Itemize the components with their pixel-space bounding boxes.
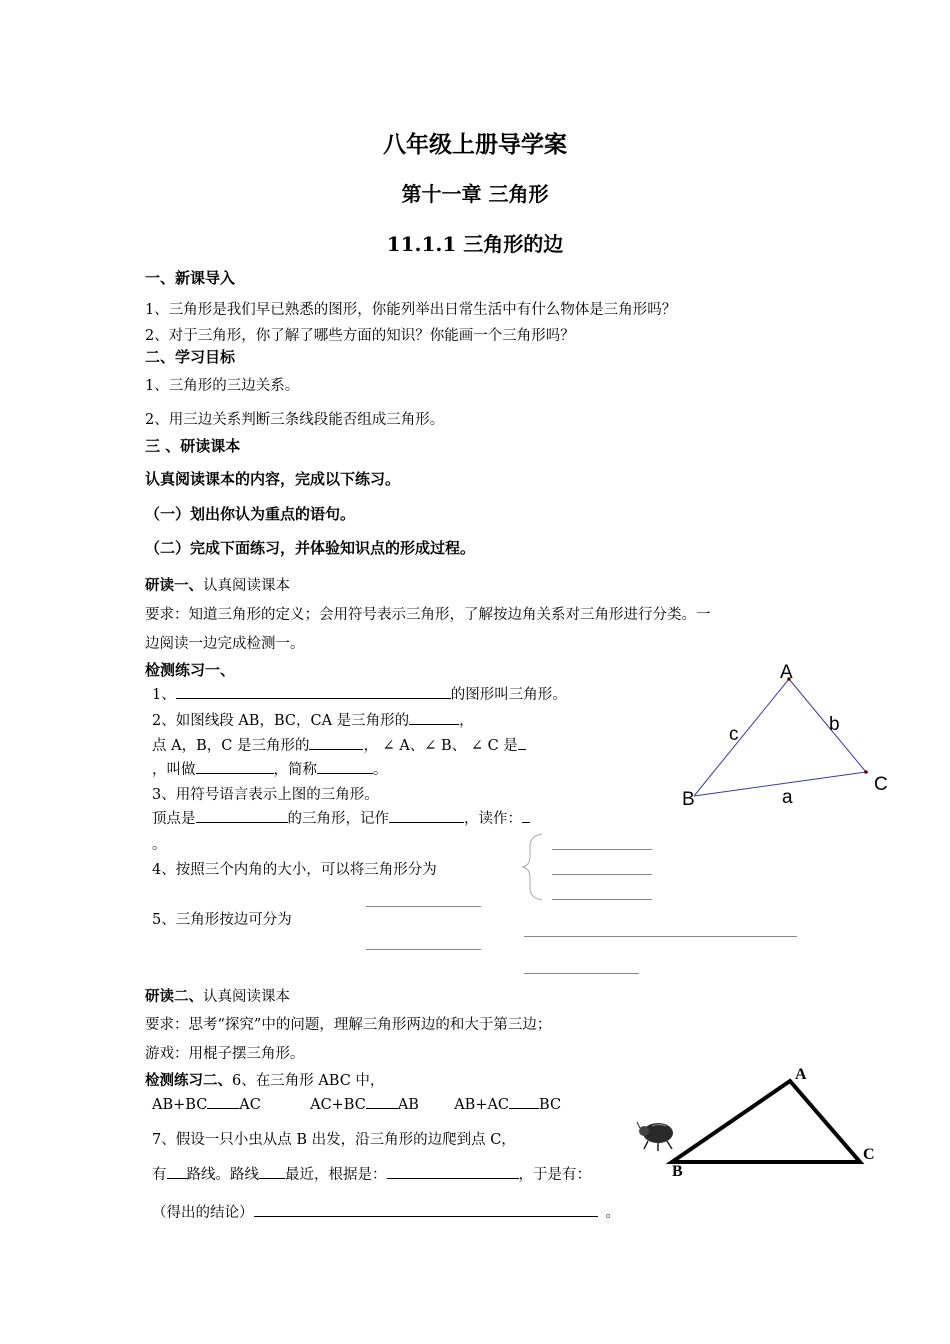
side-class-blank-2[interactable] — [366, 949, 481, 950]
side-class-blank-1[interactable] — [366, 906, 481, 907]
triangle-abc-outline — [672, 1081, 860, 1162]
side-b — [789, 679, 866, 772]
blank-definition[interactable] — [176, 684, 451, 699]
item1-prefix: 1、 — [152, 687, 176, 703]
q7c-2: 。 — [605, 1205, 620, 1221]
fig2-label-c: C — [863, 1146, 875, 1163]
part1-question-1: 1、三角形是我们早已熟悉的图形，你能列举出日常生活中有什么物体是三角形吗？ — [145, 302, 677, 318]
blank-vertex-list[interactable] — [196, 808, 288, 823]
blank-route-count[interactable] — [167, 1164, 187, 1179]
item3b-1: 顶点是 — [152, 811, 196, 827]
cmp3-left: AB+AC — [454, 1097, 510, 1113]
item2a-end: ， — [459, 713, 474, 729]
side-c — [694, 679, 789, 796]
check1-item-4: 4、按照三个内角的大小，可以将三角形分为 — [152, 862, 437, 878]
blank-cmp2[interactable] — [366, 1094, 398, 1109]
blank-vertices[interactable] — [309, 735, 363, 750]
cmp3-right: BC — [539, 1097, 562, 1113]
check1-item-3b — [152, 807, 530, 828]
blank-notation[interactable] — [389, 808, 464, 823]
blank-cmp1[interactable] — [207, 1094, 239, 1109]
item2b-text: 点 A，B，C 是三角形的 — [152, 738, 310, 754]
q7b-2: 路线。路线 — [186, 1167, 259, 1183]
check1-item-3: 3、用符号语言表示上图的三角形。 — [152, 787, 379, 803]
cmp2-left: AC+BC — [310, 1097, 366, 1113]
angle-class-blank-2[interactable] — [552, 874, 652, 875]
fig1-label-b-vertex: B — [682, 789, 695, 810]
side-class-blank-3[interactable] — [524, 936, 797, 937]
fig1-label-side-b: b — [829, 714, 840, 735]
fig1-label-side-c: c — [729, 724, 739, 745]
chapter-title: 第十一章 三角形 — [401, 182, 549, 206]
blank-angles[interactable] — [518, 735, 526, 750]
item3b-2: 的三角形，记作 — [287, 811, 389, 827]
part1-question-2: 2、对于三角形，你了解了哪些方面的知识？你能画一个三角形吗？ — [145, 328, 575, 344]
cmp2-right: AB — [397, 1097, 419, 1113]
study1-requirement-2: 边阅读一边完成检测一。 — [145, 636, 305, 652]
item2a-text: 2、如图线段 AB，BC，CA 是三角形的 — [152, 713, 410, 729]
check1-heading: 检测练习一、 — [145, 661, 236, 679]
q7c-1: （得出的结论） — [152, 1205, 254, 1221]
fig1-label-a-vertex: A — [780, 662, 793, 683]
item1-suffix: 的图形叫三角形。 — [450, 687, 567, 703]
blank-reason[interactable] — [387, 1164, 519, 1179]
q7b-4: ，于是有： — [518, 1167, 591, 1183]
cmp1-left: AB+BC — [152, 1097, 208, 1113]
item2c-end: 。 — [373, 762, 388, 778]
study1-line — [145, 574, 290, 595]
check2-comparisons — [152, 1094, 561, 1113]
study2-game: 游戏：用棍子摆三角形。 — [145, 1046, 305, 1062]
study1-text: 认真阅读课本 — [203, 578, 290, 594]
angle-classification-brace — [520, 832, 560, 902]
check2-q7-line2 — [152, 1163, 591, 1184]
study2-requirement: 要求：思考“探究”中的问题，理解三角形两边的和大于第三边； — [145, 1017, 552, 1033]
side-a — [694, 772, 866, 796]
study2-text: 认真阅读课本 — [203, 989, 290, 1005]
q7b-3: 最近，根据是： — [285, 1167, 387, 1183]
study2-line — [145, 985, 290, 1006]
blank-read-as[interactable] — [522, 808, 530, 823]
item2c-mid: ，简称 — [273, 762, 317, 778]
side-class-blank-4[interactable] — [524, 973, 639, 974]
part3-heading: 三 、研读课本 — [145, 437, 241, 455]
goal-1: 1、三角形的三边关系。 — [145, 378, 300, 394]
check2-q7: 7、假设一只小虫从点 B 出发，沿三角形的边爬到点 C， — [152, 1132, 516, 1148]
part3-intro: 认真阅读课本的内容，完成以下练习。 — [145, 470, 401, 488]
blank-conclusion[interactable] — [254, 1202, 598, 1217]
check1-item-5: 5、三角形按边可分为 — [152, 912, 292, 928]
triangle-figure-2 — [660, 1070, 890, 1180]
page-title: 八年级上册导学案 — [383, 131, 567, 158]
item2b-mid: ， ∠ A、∠ B、 ∠ C 是 — [363, 738, 518, 754]
section-title: 11.1.1 三角形的边 — [386, 232, 564, 256]
study1-label: 研读一、 — [145, 578, 203, 594]
angle-class-blank-3[interactable] — [552, 899, 652, 900]
q7b-1: 有 — [152, 1167, 167, 1183]
blank-shortest-route[interactable] — [259, 1164, 285, 1179]
check2-q7-line3 — [152, 1201, 620, 1222]
vertex-c-dot — [864, 770, 868, 774]
fig1-label-side-a: a — [782, 787, 793, 808]
angle-class-blank-1[interactable] — [552, 849, 652, 850]
fig2-label-a: A — [795, 1066, 807, 1083]
cmp1-right: AC — [239, 1097, 261, 1113]
fig1-label-c-vertex: C — [874, 774, 888, 795]
check2-q6: 6、在三角形 ABC 中， — [232, 1073, 385, 1089]
check1-item-2a — [152, 709, 474, 730]
part3-step-2: （二）完成下面练习，并体验知识点的形成过程。 — [145, 539, 476, 557]
check2-heading: 检测练习二、 — [145, 1073, 232, 1089]
part2-heading: 二、学习目标 — [145, 348, 236, 366]
item2c-pre: ，叫做 — [152, 762, 196, 778]
check1-item-2c — [152, 758, 388, 779]
check1-item-1 — [152, 683, 567, 704]
part3-step-1: （一）划出你认为重点的语句。 — [145, 505, 356, 523]
fig2-label-b: B — [672, 1163, 683, 1180]
blank-abbrev[interactable] — [317, 759, 373, 774]
blank-sides[interactable] — [409, 710, 459, 725]
part1-heading: 一、新课导入 — [145, 269, 236, 287]
study2-label: 研读二、 — [145, 989, 203, 1005]
item3b-3: ，读作： — [464, 811, 522, 827]
blank-cmp3[interactable] — [509, 1094, 539, 1109]
blank-called[interactable] — [196, 759, 274, 774]
goal-2: 2、用三边关系判断三条线段能否组成三角形。 — [145, 412, 445, 428]
check2-line — [145, 1069, 384, 1090]
study1-requirement-1: 要求：知道三角形的定义；会用符号表示三角形，了解按边角关系对三角形进行分类。一 — [145, 607, 711, 623]
check1-item-3-end: 。 — [152, 837, 167, 853]
check1-item-2b — [152, 734, 526, 755]
